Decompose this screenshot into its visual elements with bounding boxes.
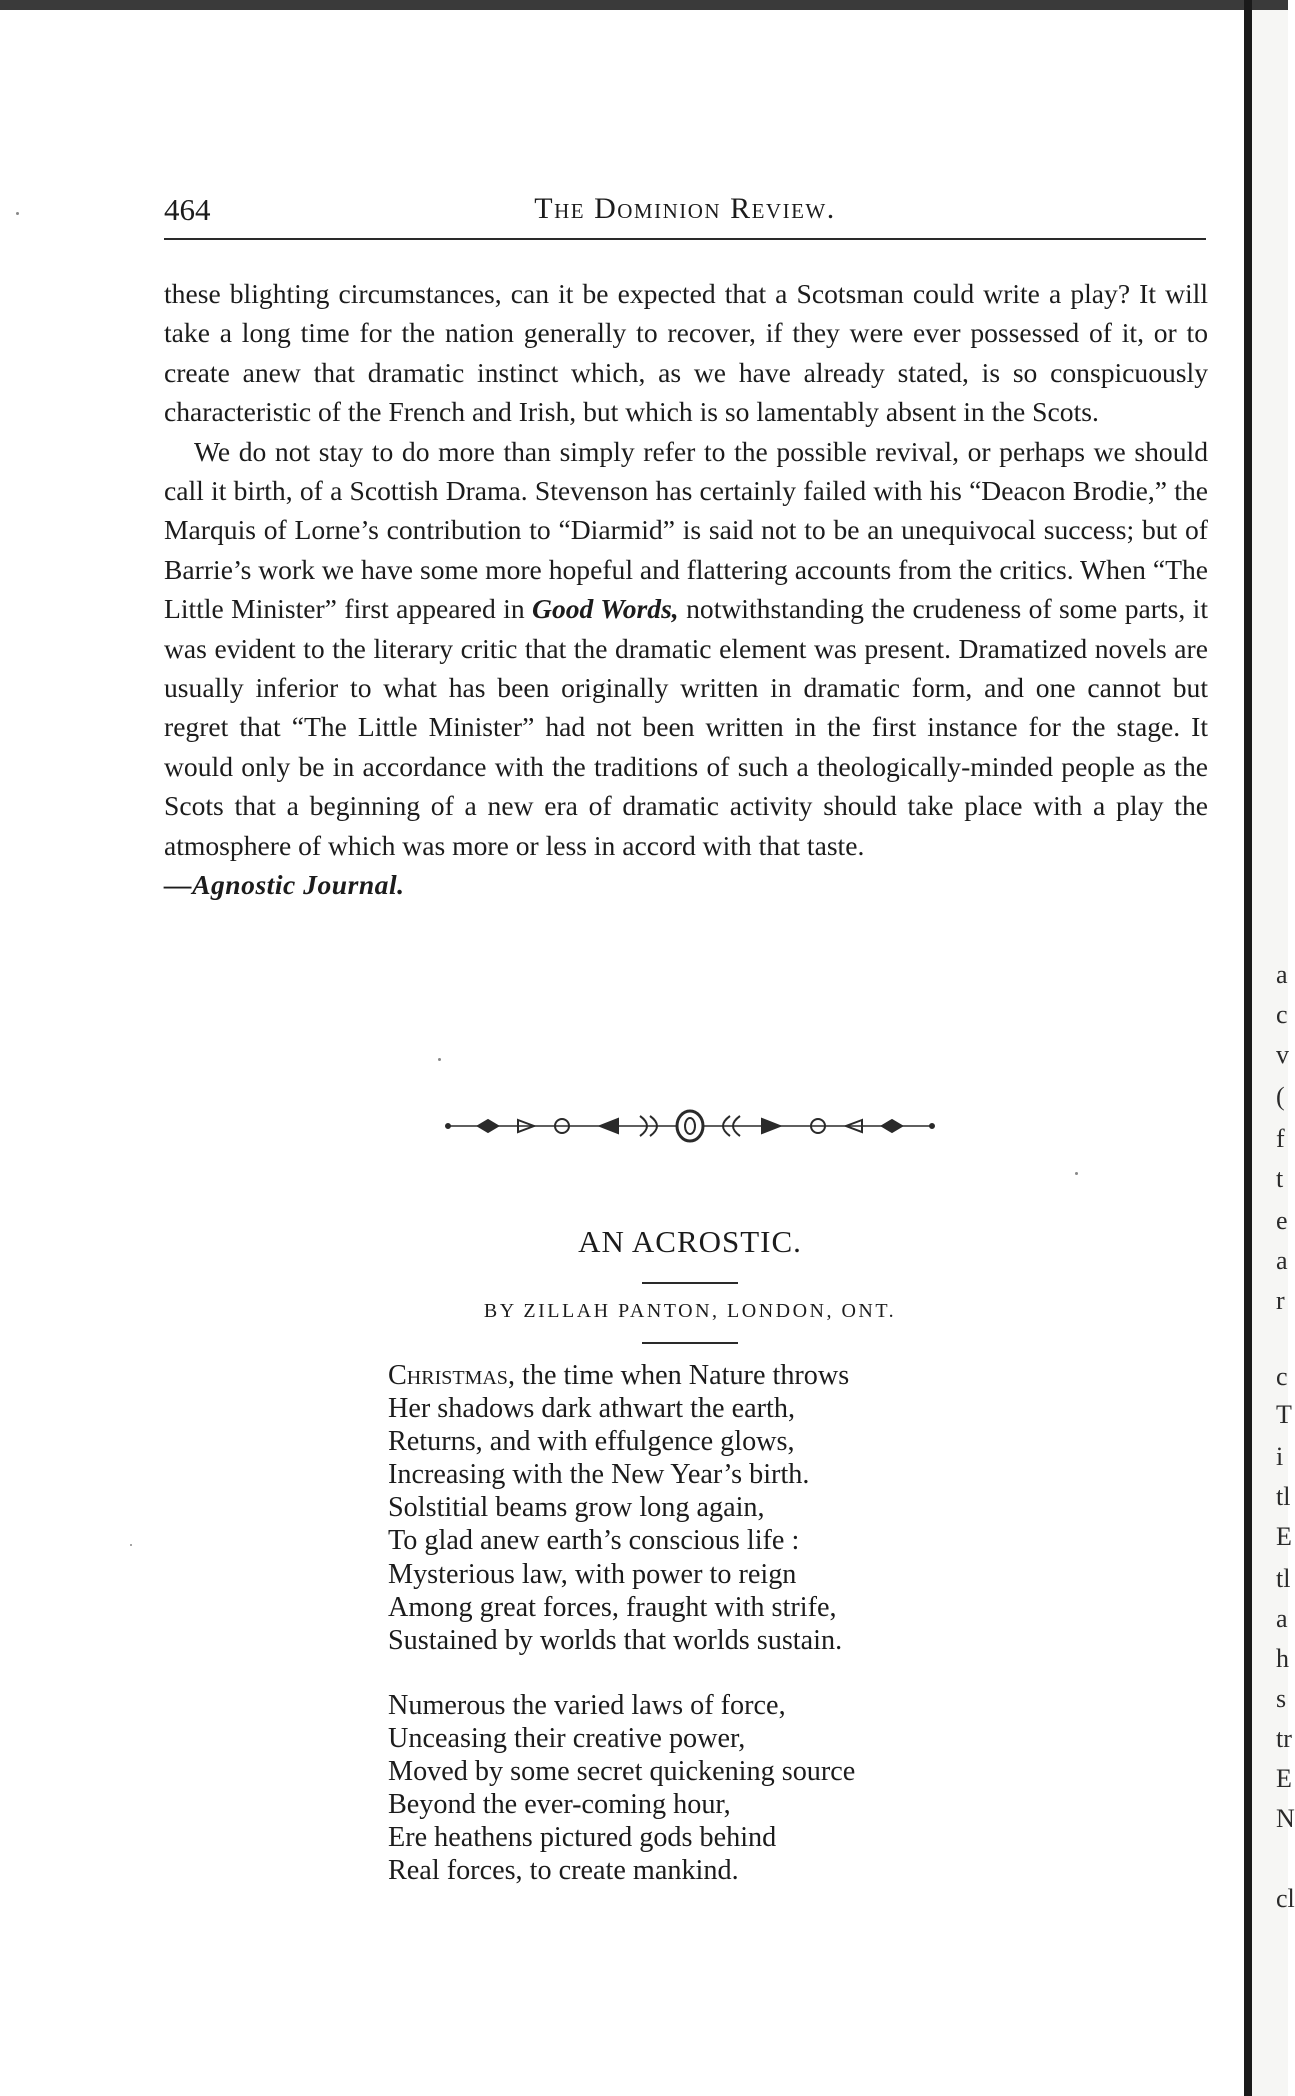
page-header: [164, 186, 1206, 238]
facing-page-fragment: a: [1276, 1246, 1288, 1275]
facing-page-fragment: v: [1276, 1040, 1289, 1069]
facing-page-fragment: h: [1276, 1644, 1289, 1673]
acrostic-first-word: Christmas: [388, 1360, 508, 1391]
scan-speck: [16, 212, 19, 215]
poem-stanza-1: [388, 1359, 1028, 1657]
printer-ornament: [440, 1106, 940, 1146]
facing-page-fragment: t: [1276, 1164, 1284, 1193]
byline-rule: [642, 1342, 738, 1344]
scan-speck: [1075, 1172, 1078, 1175]
facing-page-fragment: e: [1276, 1206, 1288, 1235]
poem-line: Returns, and with effulgence glows,: [388, 1426, 795, 1458]
facing-page-fragment: c: [1276, 1000, 1288, 1029]
paragraph-1: these blighting circumstances, can it be expected that a Scotsman could write a play? It will take a long time for the nation generally to recover, if they were ever possessed of it, or to create anew that dramatic instinct which, as we have already stated, is so conspicuously characteristic of the French and Irish, but which is so lamentably absent in the Scots.: [164, 278, 1208, 428]
facing-page-fragment: i: [1276, 1442, 1284, 1471]
poem-line: To glad anew earth’s conscious life :: [388, 1525, 800, 1557]
poem-line-rest: , the time when Nature throws: [507, 1360, 850, 1391]
scan-speck: [438, 1058, 441, 1061]
poem-line: Among great forces, fraught with strife,: [388, 1591, 837, 1623]
facing-page-edge: [1252, 10, 1295, 2096]
facing-page-fragment: E: [1276, 1522, 1292, 1551]
facing-page-fragment: a: [1276, 1604, 1288, 1633]
facing-page-fragment: f: [1276, 1124, 1285, 1153]
poem-line: Ere heathens pictured gods behind: [388, 1822, 777, 1854]
facing-page-fragment: r: [1276, 1286, 1285, 1315]
facing-page-fragment: tl: [1276, 1564, 1291, 1593]
paragraph-2-part-b: notwithstanding the crudeness of some parts, it was evident to the literary critic that the dramatic element was present. Dramatized novels are usually inferior to what has been originally written in dramatic form, and one cannot but regret that “The Little Minister” had not been written in the first instance for the stage. It would only be in accordance with the traditions of such a theologically-minded people as the Scots that a beginning of a new era of dramatic activity should take place with a play the atmosphere of which was more or less in accord with that taste.: [164, 593, 1208, 861]
poem-line: Moved by some secret quickening source: [388, 1756, 856, 1788]
facing-page-fragment: (: [1276, 1082, 1285, 1111]
book-gutter: [1244, 0, 1252, 2096]
paragraph-2: [164, 432, 1208, 865]
poem-line: Solstitial beams grow long again,: [388, 1492, 765, 1524]
page-number: 464: [164, 192, 211, 227]
facing-page-fragment: E: [1276, 1764, 1292, 1793]
poem-line: Beyond the ever-coming hour,: [388, 1789, 731, 1821]
facing-page-fragment: s: [1276, 1684, 1287, 1713]
scan-speck: [130, 1544, 132, 1546]
poem-line: [388, 1359, 1028, 1392]
poem-line: Numerous the varied laws of force,: [388, 1690, 786, 1721]
facing-page-fragment: c: [1276, 1362, 1288, 1391]
facing-page-fragment: N: [1276, 1804, 1295, 1833]
running-title: The Dominion Review.: [534, 192, 836, 225]
article-body: [164, 274, 1208, 905]
facing-page-fragment: tr: [1276, 1724, 1292, 1753]
paragraph-2-part-a: We do not stay to do more than simply refer to the possible revival, or perhaps we should call it birth, of a Scottish Drama. Stevenson has certainly failed with his “Deacon Brodie,” the Marquis of Lorne’s contribution to “Diarmid” is said not to be an unequivocal success; but of Barrie’s work we have some more hopeful and flattering accounts from the critics. When “The Little Minister” first appeared in: [164, 435, 1208, 625]
facing-page-fragment: tl: [1276, 1482, 1291, 1511]
poem-line: Increasing with the New Year’s birth.: [388, 1459, 810, 1491]
poem-byline: BY ZILLAH PANTON, LONDON, ONT.: [483, 1300, 897, 1322]
facing-page-fragment: cl: [1276, 1884, 1295, 1913]
title-rule: [642, 1282, 738, 1284]
facing-page-fragment: a: [1276, 960, 1288, 989]
poem-line: Real forces, to create mankind.: [388, 1855, 739, 1887]
publication-title: Good Words,: [532, 593, 679, 625]
source-signature: —Agnostic Journal.: [164, 869, 405, 901]
poem-title: AN ACROSTIC.: [578, 1224, 802, 1259]
poem-stanza-2: [388, 1689, 1028, 1888]
poem-line: Mysterious law, with power to reign: [388, 1558, 797, 1590]
poem-line: Unceasing their creative power,: [388, 1723, 746, 1755]
facing-page-fragment: T: [1276, 1400, 1292, 1429]
poem-line: Sustained by worlds that worlds sustain.: [388, 1624, 843, 1656]
scan-border-top: [0, 0, 1288, 10]
header-rule: [164, 238, 1206, 240]
poem-line: Her shadows dark athwart the earth,: [388, 1393, 795, 1425]
